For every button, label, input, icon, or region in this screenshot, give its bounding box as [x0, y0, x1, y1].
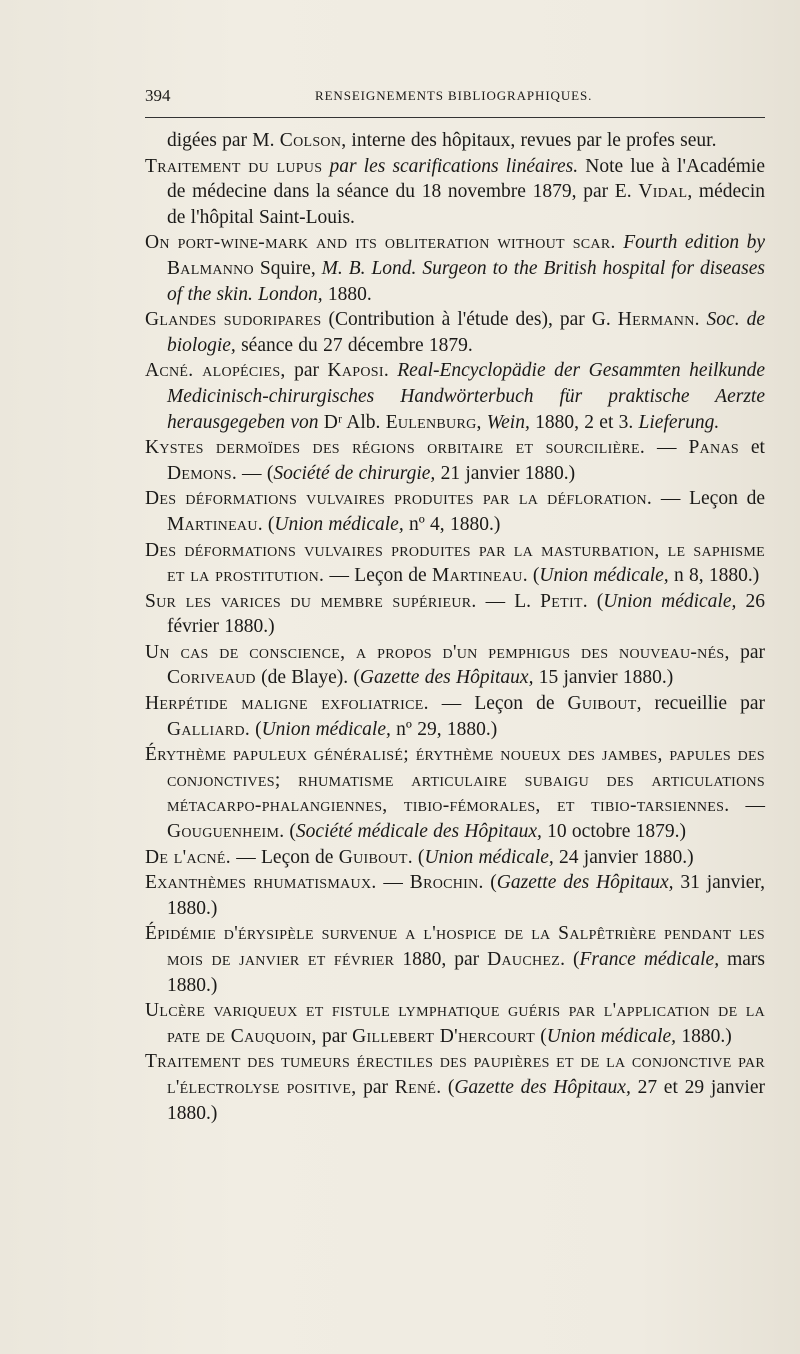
- entry-text: — Leçon de: [428, 693, 568, 715]
- entry-text: . (: [436, 1076, 455, 1098]
- entry-text: — Leçon de: [230, 846, 339, 868]
- entry-text: —: [645, 437, 689, 459]
- entry-text: —: [376, 872, 410, 894]
- small-caps-text: Balmanno: [167, 257, 254, 279]
- entry-text: . — (: [231, 462, 274, 484]
- italic-text: Union médicale,: [274, 513, 404, 535]
- small-caps-text: Kaposi: [327, 360, 384, 382]
- entry-text: séance du 27 décembre 1879.: [235, 334, 473, 356]
- bibliography-entry: [145, 230, 765, 307]
- small-caps-text: Traitement des tumeurs érectiles des paupières et de la conjonctive par l'électrolyse positive,: [145, 1051, 765, 1098]
- small-caps-text: Dauchez: [487, 949, 561, 970]
- entry-text: par: [316, 1025, 353, 1047]
- small-caps-text: René: [394, 1076, 437, 1098]
- running-header: [145, 86, 763, 110]
- bibliography-entry: [145, 128, 765, 154]
- entry-text: 1880.: [322, 283, 372, 305]
- entry-text: nº 29, 1880.): [390, 718, 498, 740]
- entry-text: mars 1880.): [167, 949, 766, 996]
- entry-text: 27 et 29 janvier 1880.): [167, 1076, 766, 1124]
- italic-text: Société médicale des Hôpitaux,: [295, 821, 542, 843]
- entry-text: 26 février 1880.): [167, 590, 765, 638]
- entry-text: 15 janvier 1880.): [533, 667, 674, 689]
- bibliography-entry: [145, 358, 765, 435]
- small-caps-text: Un cas de conscience, a propos d'un pemphigus des nouveau-nés,: [145, 641, 730, 663]
- italic-text: Soc. de biologie,: [167, 309, 766, 356]
- small-caps-text: Vidal: [638, 181, 688, 203]
- small-caps-text: Ulcère variqueux et fistule lymphatique guéris par l'application de la pate de Cauquoin,: [145, 1000, 765, 1047]
- entry-text: . (: [560, 949, 580, 970]
- entry-text: 24 janvier 1880.): [553, 846, 694, 868]
- header-rule: [145, 117, 765, 118]
- small-caps-text: Des déformations vulvaires produites par la masturbation, le saphisme et la prostitution.: [145, 539, 765, 587]
- bibliography-entry: [145, 640, 765, 691]
- small-caps-text: Demons: [167, 462, 232, 484]
- entry-text: par: [285, 360, 328, 382]
- small-caps-text: Hermann: [617, 309, 695, 331]
- entry-text: , médecin de l'hôpital Saint-Louis.: [167, 181, 765, 228]
- small-caps-text: Colson: [279, 130, 342, 151]
- entry-text: . (: [244, 718, 262, 740]
- italic-text: Real-Encyclopädie der Gesammten heilkunde Medicinisch-chirurgisches Handwörterbuch für praktische Aerzte herausgegeben von: [167, 360, 765, 433]
- italic-text: Fourth edition by: [615, 232, 766, 254]
- bibliography-entry: [145, 154, 765, 231]
- italic-text: France médicale,: [579, 949, 720, 970]
- entry-text: .: [694, 309, 707, 331]
- entry-text: .: [383, 360, 398, 382]
- bibliography-list: [145, 128, 765, 1126]
- bibliography-entry: [145, 742, 765, 844]
- italic-text: M. B. Lond. Surgeon to the British hospital for diseases of the skin. London,: [167, 257, 765, 305]
- small-caps-text: Traitement du lupus: [145, 155, 323, 177]
- italic-text: Union médicale,: [539, 565, 669, 587]
- italic-text: Gazette des Hôpitaux,: [359, 667, 534, 689]
- small-caps-text: Herpétide maligne exfoliatrice.: [145, 693, 429, 715]
- entry-text: Dʳ Alb.: [318, 411, 386, 433]
- small-caps-text: Martineau: [167, 513, 258, 535]
- entry-text: . (: [478, 872, 497, 894]
- bibliography-entry: [145, 486, 765, 537]
- small-caps-text: Exanthèmes rhumatismaux.: [145, 872, 377, 894]
- small-caps-text: Coriveaud: [167, 667, 256, 689]
- bibliography-entry: [145, 870, 765, 921]
- italic-text: Société de chirurgie,: [273, 462, 436, 484]
- entry-text: . (: [582, 590, 604, 612]
- entry-text: . (: [522, 565, 540, 587]
- small-caps-text: Épidémie d'érysipèle survenue a l'hospice de la Salpêtrière pendant les mois de janvier et février: [145, 923, 765, 970]
- small-caps-text: Brochin: [409, 872, 479, 894]
- small-caps-text: Érythème papuleux généralisé; érythème noueux des jambes, papules des conjonctives; rhumatisme articulaire subaigu des articulations métacarpo-phalangiennes, tibio-fémorales, et tibio-tarsiennes.: [145, 744, 765, 817]
- italic-text: Gazette des Hôpitaux,: [496, 872, 674, 894]
- page-number: 394: [145, 86, 171, 105]
- small-caps-text: De l'acné.: [145, 846, 231, 868]
- entry-text: n 8, 1880.): [668, 565, 760, 587]
- entry-text: — L.: [476, 590, 541, 612]
- italic-text: Union médicale,: [261, 718, 391, 740]
- small-caps-text: Guibout: [338, 846, 408, 868]
- entry-text: . (: [407, 846, 425, 868]
- italic-text: par les scarifications linéaires.: [322, 155, 579, 177]
- bibliography-entry: [145, 998, 765, 1049]
- entry-text: 10 octobre 1879.): [541, 821, 687, 843]
- italic-text: Union médicale,: [546, 1025, 677, 1047]
- entry-text: . (: [279, 821, 296, 843]
- entry-text: , interne des hôpitaux, revues par le profes seur.: [341, 130, 717, 151]
- entry-text: Squire,: [253, 257, 322, 279]
- small-caps-text: On port-wine-mark and its obliteration without scar.: [145, 232, 616, 254]
- small-caps-text: Glandes sudoripares: [145, 309, 322, 331]
- entry-text: 1880, par: [394, 949, 488, 970]
- entry-text: ,: [476, 411, 487, 433]
- bibliography-entry: [145, 435, 765, 486]
- small-caps-text: Gillebert D'hercourt: [352, 1025, 535, 1047]
- entry-text: par: [729, 641, 765, 663]
- entry-text: (de Blaye). (: [255, 667, 360, 689]
- small-caps-text: Kystes dermoïdes des régions orbitaire et sourcilière.: [145, 437, 646, 459]
- italic-text: Gazette des Hôpitaux,: [454, 1076, 631, 1098]
- small-caps-text: Acné. alopécies,: [145, 360, 286, 382]
- bibliography-entry: [145, 845, 765, 871]
- entry-text: 1880, 2 et 3.: [529, 411, 639, 433]
- small-caps-text: Panas: [688, 437, 739, 459]
- entry-text: — Leçon de: [652, 488, 766, 510]
- entry-text: 31 janvier, 1880.): [167, 872, 765, 919]
- small-caps-text: Gouguenheim: [167, 821, 280, 843]
- entry-text: et: [738, 437, 765, 459]
- running-title: RENSEIGNEMENTS BIBLIOGRAPHIQUES.: [315, 88, 593, 103]
- small-caps-text: Sur les varices du membre supérieur.: [145, 590, 477, 612]
- entry-text: (Contribution à l'étude des), par G.: [321, 309, 618, 331]
- bibliography-entry: [145, 538, 765, 589]
- entry-text: — Leçon de: [324, 565, 432, 587]
- italic-text: Union médicale,: [424, 846, 554, 868]
- bibliography-entry: [145, 921, 765, 998]
- italic-text: Lieferung.: [638, 411, 720, 433]
- bibliography-entry: [145, 589, 765, 640]
- entry-text: 21 janvier 1880.): [435, 462, 576, 484]
- bibliography-entry: [145, 307, 765, 358]
- small-caps-text: Martineau: [431, 565, 523, 587]
- bibliography-entry: [145, 1049, 765, 1126]
- italic-text: Wein,: [486, 411, 530, 433]
- entry-text: digées par M.: [167, 130, 280, 151]
- small-caps-text: Guibout: [567, 693, 637, 715]
- entry-text: par: [356, 1076, 395, 1098]
- small-caps-text: Petit: [540, 590, 583, 612]
- small-caps-text: Eulenburg: [385, 411, 477, 433]
- entry-text: 1880.): [676, 1025, 732, 1047]
- entry-text: —: [729, 795, 765, 817]
- small-caps-text: Des déformations vulvaires produites par la défloration.: [145, 488, 653, 510]
- entry-text: (: [534, 1025, 547, 1047]
- entry-text: . (: [257, 513, 275, 535]
- entry-text: , recueillie par: [636, 693, 766, 715]
- bibliography-entry: [145, 691, 765, 742]
- small-caps-text: Galliard: [167, 718, 245, 740]
- entry-text: nº 4, 1880.): [403, 513, 501, 535]
- entry-text: Note lue à l'Académie de médecine dans la séance du 18 novembre 1879, par E.: [167, 155, 765, 203]
- italic-text: Union médicale,: [603, 590, 737, 612]
